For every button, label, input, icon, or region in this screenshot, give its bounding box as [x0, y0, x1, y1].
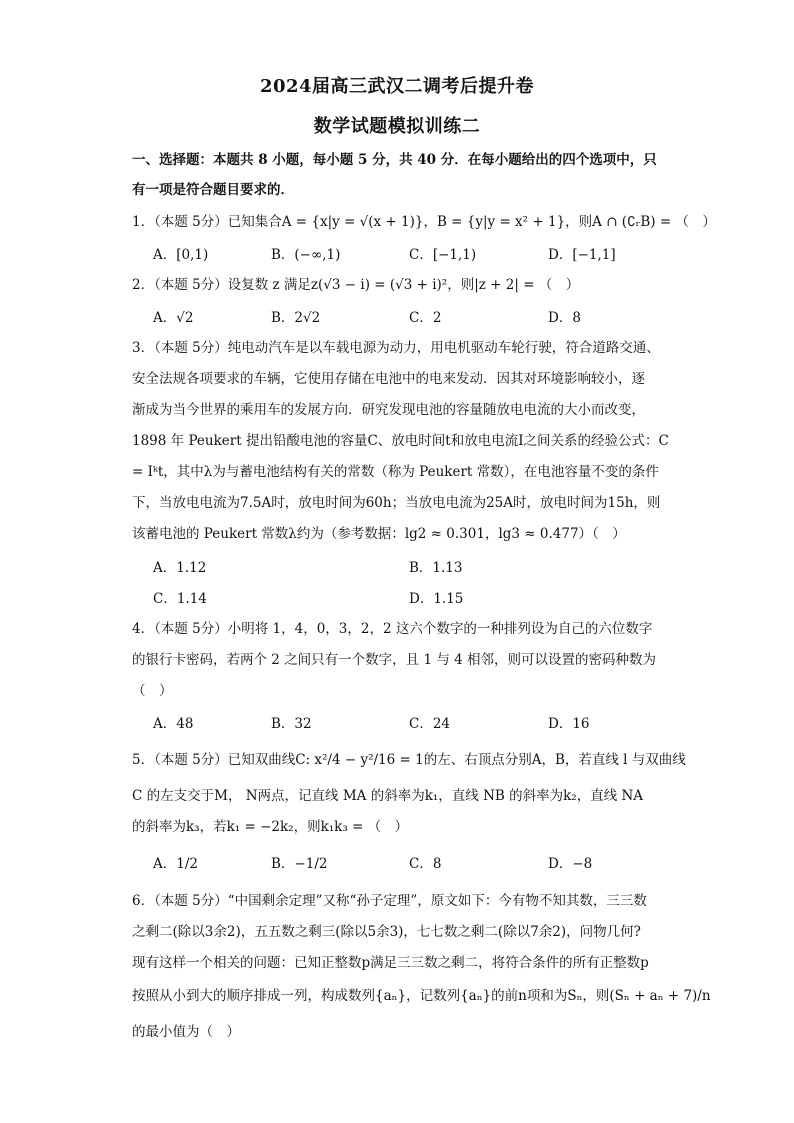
question-3-line7: 该蓄电池的 Peukert 常数λ约为（参考数据：lg2 ≈ 0.301，lg3 ≈ 0.477）（ ） — [132, 526, 626, 542]
question-3-line1: 3．（本题 5分）纯电动汽车是以车载电源为动力，用电机驱动车轮行驶，符合道路交通、 — [132, 340, 660, 356]
question-5-options — [153, 852, 673, 872]
exam-title: 2024届高三武汉二调考后提升卷 — [259, 76, 535, 97]
question-6-line1: 6．（本题 5分）“中国剩余定理”又称“孙子定理”，原文如下：今有物不知其数，三三数 — [132, 893, 647, 909]
q1-option-a: A．[0,1) — [153, 247, 209, 263]
q4-option-d: D．16 — [548, 716, 590, 732]
q5-option-b: B．−1/2 — [271, 856, 328, 872]
question-6-line3: 现有这样一个相关的问题：已知正整数p满足三三数之剩二，将符合条件的所有正整数p — [132, 955, 649, 971]
question-6-line5: 的最小值为（ ） — [132, 1024, 240, 1040]
question-3-line6: 下，当放电电流为7.5A时，放电时间为60h；当放电电流为25A时，放电时间为15h，则 — [132, 495, 661, 511]
question-3-line3: 渐成为当今世界的乘用车的发展方向．研究发现电池的容量随放电电流的大小而改变， — [132, 402, 645, 418]
q2-option-a: A．√2 — [153, 310, 194, 326]
section-instruction-line1: 一、选择题：本题共 8 小题，每小题 5 分，共 40 分．在每小题给出的四个选项中，只 — [132, 152, 657, 168]
question-4-line1: 4．（本题 5分）小明将 1，4，0，3，2，2 这六个数字的一种排列设为自己的六位数字 — [132, 621, 653, 637]
question-3-options-row1 — [153, 556, 673, 576]
question-6-line2: 之剩二(除以3余2)，五五数之剩三(除以5余3)，七七数之剩二(除以7余2)，问物几何? — [132, 924, 641, 940]
question-3-line2: 安全法规各项要求的车辆，它使用存储在电池中的电来发动．因其对环境影响较小，逐 — [132, 371, 645, 387]
question-3-options-row2 — [153, 587, 673, 607]
q2-option-c: C．2 — [409, 310, 442, 326]
question-4-line2: 的银行卡密码，若两个 2 之间只有一个数字，且 1 与 4 相邻，则可以设置的密码种数为 — [132, 652, 657, 668]
question-2-options — [153, 306, 673, 326]
question-2-stem: 2．（本题 5分）设复数 z 满足z(√3 − i) = (√3 + i)²，则|z + 2| = （ ） — [132, 277, 580, 293]
q3-option-c: C．1.14 — [153, 591, 207, 607]
q3-option-a: A．1.12 — [153, 560, 207, 576]
q3-option-d: D．1.15 — [409, 591, 464, 607]
question-4-line3: （ ） — [132, 683, 173, 699]
question-4-options — [153, 712, 673, 732]
exam-subtitle: 数学试题模拟训练二 — [313, 116, 481, 137]
q4-option-a: A．48 — [153, 716, 194, 732]
section-instruction-line2: 有一项是符合题目要求的． — [132, 182, 294, 198]
q4-option-c: C．24 — [409, 716, 451, 732]
question-5-line2: C 的左支交于M， N两点，记直线 MA 的斜率为k₁，直线 NB 的斜率为k₂，直线 NA — [132, 788, 644, 804]
q5-option-d: D．−8 — [548, 856, 593, 872]
q5-option-a: A．1/2 — [153, 856, 198, 872]
q4-option-b: B．32 — [271, 716, 312, 732]
q5-option-c: C．8 — [409, 856, 442, 872]
question-1-options — [153, 243, 673, 263]
question-3-line5: = Iᵏt，其中λ为与蓄电池结构有关的常数（称为 Peukert 常数），在电池容量不变的条件 — [132, 464, 659, 480]
q2-option-b: B．2√2 — [271, 310, 321, 326]
question-3-line4: 1898 年 Peukert 提出铅酸电池的容量C、放电时间t和放电电流I之间关系的经验公式：C — [132, 433, 669, 449]
question-6-line4: 按照从小到大的顺序排成一列，构成数列{aₙ}，记数列{aₙ}的前n项和为Sₙ，则(Sₙ + aₙ + 7)/n — [132, 988, 711, 1004]
q1-option-c: C．[−1,1) — [409, 247, 477, 263]
q2-option-d: D．8 — [548, 310, 581, 326]
question-5-line1: 5．（本题 5分）已知双曲线C: x²/4 − y²/16 = 1的左、右顶点分别A，B，若直线 l 与双曲线 — [132, 752, 686, 768]
q3-option-b: B．1.13 — [409, 560, 463, 576]
q1-option-d: D．[−1,1] — [548, 247, 616, 263]
q1-option-b: B．(−∞,1) — [271, 247, 341, 263]
question-1-stem: 1．（本题 5分）已知集合A = {x|y = √(x + 1)}，B = {y|y = x² + 1}，则A ∩ (∁ᵣB) = （ ） — [132, 214, 716, 230]
question-5-line3: 的斜率为k₃，若k₁ = −2k₂，则k₁k₃ = （ ） — [132, 819, 409, 835]
